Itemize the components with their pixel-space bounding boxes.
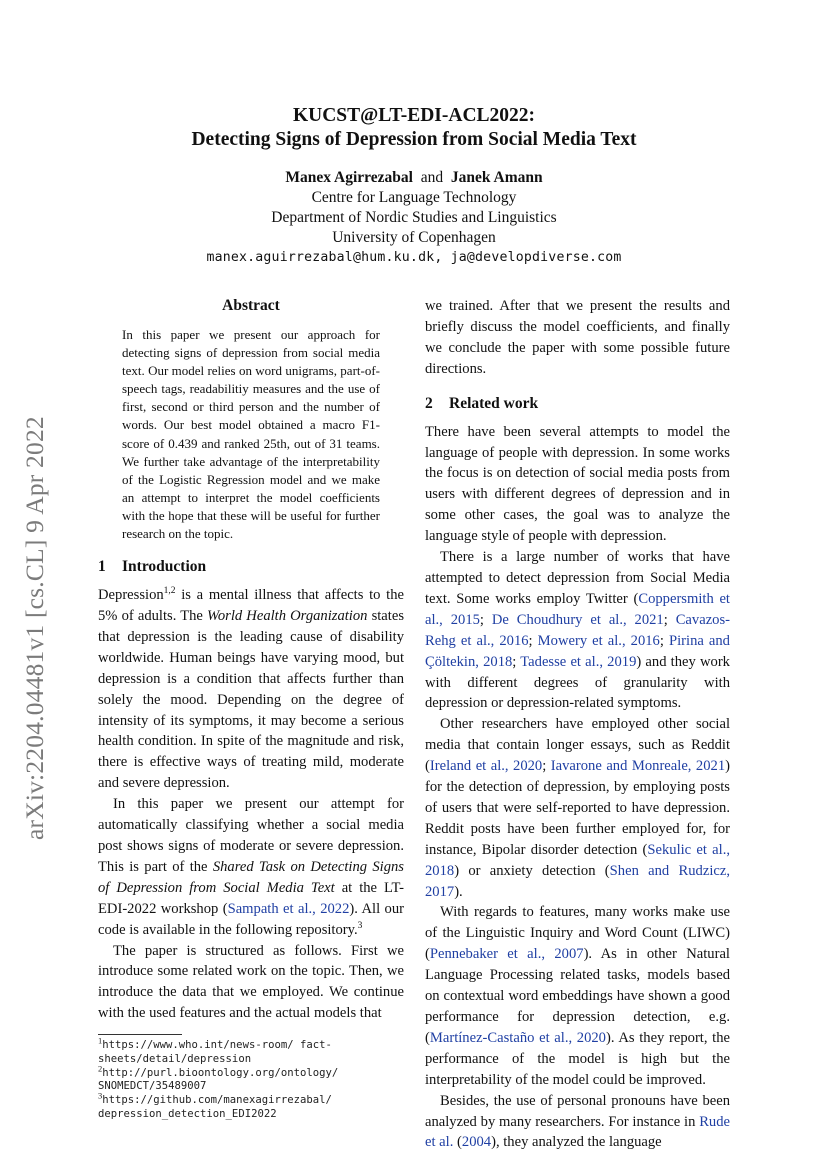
text-run: at the LT-EDI-2022 workshop ( bbox=[98, 879, 404, 917]
text-run: ) for the detection of depression, by employing posts of users that were self-reported to have depression. Reddit posts have been further employed for, for instance, Bipolar disorder detection ( bbox=[425, 758, 730, 858]
left-column bbox=[98, 296, 404, 1121]
author-names bbox=[0, 168, 828, 188]
citation-link[interactable]: Rude et al. bbox=[425, 1113, 730, 1151]
text-run: states that depression is the leading cause of disability worldwide. Human beings have varying mood, but depression is a condition that affects further than solely the mood. Depending on the degree of intensity of its symptoms, it may become a serious health condition. In spite of the magnitude and risk, there is effective ways of treating mild, moderate and severe depression. bbox=[98, 608, 404, 792]
title-line-1: KUCST@LT-EDI-ACL2022: bbox=[292, 105, 536, 126]
author-block bbox=[0, 168, 828, 268]
citation-link[interactable]: Shen and Rudzicz, 2017 bbox=[425, 862, 730, 900]
shared-task-name: Shared Task on Detecting Signs of Depression from Social Media Text bbox=[98, 858, 404, 896]
footnote-url[interactable]: https://www.who.int/news-room/ fact-sheets/detail/depression bbox=[98, 1039, 332, 1065]
arxiv-identifier: arXiv:2204.04481v1 [cs.CL] 9 Apr 2022 bbox=[20, 416, 49, 840]
footnote-number: 3 bbox=[98, 1090, 103, 1101]
text-run: Other researchers have employed other social media that contain longer essays, such as Reddit ( bbox=[425, 716, 730, 775]
related-paragraph-5 bbox=[425, 1091, 730, 1154]
citation-link[interactable]: Tadesse et al., 2019 bbox=[520, 653, 637, 670]
intro-paragraph-2 bbox=[98, 794, 404, 940]
citation-link[interactable]: Ireland et al., 2020 bbox=[429, 758, 543, 775]
section-heading-introduction bbox=[98, 557, 404, 577]
citation-link[interactable]: Pirina and Çöltekin, 2018 bbox=[425, 632, 730, 670]
text-run: ) and they work with different degrees of granularity with depression or depression-related symptoms. bbox=[425, 653, 730, 712]
author-2: Janek Amann bbox=[450, 169, 543, 186]
text-run: In this paper we present our attempt for automatically classifying whether a social media post shows signs of moderate or severe depression. This is part of the bbox=[98, 796, 404, 875]
text-run: There is a large number of works that have attempted to detect depression from Social Media text. Some works employ Twitter ( bbox=[425, 549, 730, 607]
footnote-ref: 1,2 bbox=[163, 586, 176, 597]
text-run: ). bbox=[454, 883, 463, 900]
section-number: 2 bbox=[425, 394, 433, 412]
footnote-url[interactable]: http://purl.bioontology.org/ontology/ SNOMEDCT/35489007 bbox=[98, 1066, 339, 1093]
citation-link[interactable]: Sekulic et al., 2018 bbox=[425, 841, 730, 879]
section-number: 1 bbox=[98, 558, 106, 576]
intro-paragraph-3: The paper is structured as follows. First we introduce some related work on the topic. Then, we introduce the data that we employed. We continue with the used features and the actual models that bbox=[98, 942, 404, 1022]
footnote-2 bbox=[98, 1063, 404, 1094]
section-title: Introduction bbox=[122, 558, 207, 576]
text-run: ). As in other Natural Language Processing related tasks, models based on contextual word embeddings have shown a good performance for depression detection, e.g. ( bbox=[425, 946, 730, 1046]
paper-title bbox=[0, 104, 828, 152]
citation-link[interactable]: Mowery et al., 2016 bbox=[537, 632, 660, 649]
author-emails: manex.aguirrezabal@hum.ku.dk, ja@developdiverse.com bbox=[206, 250, 622, 265]
abstract-text: In this paper we present our approach for detecting signs of depression from social media text. Our model relies on word unigrams, part-of-speech tags, readabilitiy measures and the use of first, second or third person and the number of words. Our best model obtained a macro F1-score of 0.439 and ranked 25th, out of 31 teams. We further take advantage of the interpretability of the Logistic Regression model and we make an attempt to interpret the model coefficients with the hope that these will be useful for further research on the topic. bbox=[122, 327, 380, 542]
section-title: Related work bbox=[449, 394, 539, 412]
footnote-number: 1 bbox=[98, 1035, 103, 1046]
footnote-1 bbox=[98, 1035, 404, 1066]
citation-link[interactable]: Cavazos-Rehg et al., 2016 bbox=[425, 611, 731, 649]
text-run: Besides, the use of personal pronouns have been analyzed by many researchers. For instance in bbox=[425, 1092, 730, 1130]
text-run: ). As they report, the performance of the model is high but the interpretability of the model could be improved. bbox=[425, 1029, 730, 1088]
text-run: Depression bbox=[98, 587, 164, 604]
affiliation-2: Department of Nordic Studies and Linguistics bbox=[271, 209, 557, 226]
author-and: and bbox=[420, 169, 444, 186]
text-run: ), they analyzed the language bbox=[491, 1134, 662, 1151]
citation-link[interactable]: De Choudhury et al., 2021 bbox=[491, 611, 664, 628]
intro-continuation: we trained. After that we present the results and briefly discuss the model coefficients, and finally we conclude the paper with some possible future directions. bbox=[425, 298, 730, 377]
title-line-2: Detecting Signs of Depression from Social Media Text bbox=[191, 129, 637, 150]
text-run: is a mental illness that affects to the 5% of adults. The bbox=[98, 587, 404, 625]
citation-link[interactable]: Sampath et al., 2022 bbox=[227, 900, 350, 917]
text-run: ) or anxiety detection ( bbox=[454, 862, 610, 879]
text-run: ). All our code is available in the following repository. bbox=[98, 900, 404, 938]
footnote-number: 2 bbox=[98, 1063, 103, 1074]
text-run: ( bbox=[453, 1134, 462, 1151]
citation-link[interactable]: Pennebaker et al., 2007 bbox=[429, 946, 584, 963]
text-run: With regards to features, many works make use of the Linguistic Inquiry and Word Count (LIWC) ( bbox=[425, 904, 730, 963]
footnote-url[interactable]: https://github.com/manexagirrezabal/ depression_detection_EDI2022 bbox=[98, 1093, 332, 1120]
citation-link[interactable]: Coppersmith et al., 2015 bbox=[425, 590, 730, 628]
author-1: Manex Agirrezabal bbox=[285, 169, 413, 186]
section-heading-related-work bbox=[425, 394, 730, 414]
related-paragraph-2: There is a large number of works that have attempted to detect depression from Social Media text. Some works employ Twitter (Coppersmith et al., 2015; De Choudhury et al., 2021; Cavazos-Rehg et al., 2016; Mowery et al., 2016; Pirina and Çöltekin, 2018; Tadesse et al., 2019) and they work with different degrees of granularity with depression or depression-related symptoms. bbox=[425, 549, 731, 712]
related-paragraph-4 bbox=[425, 902, 730, 1090]
citation-link[interactable]: Martínez-Castaño et al., 2020 bbox=[429, 1029, 606, 1046]
intro-paragraph-1 bbox=[98, 585, 404, 794]
affiliation-3: University of Copenhagen bbox=[332, 229, 496, 246]
organization-name: World Health Organization bbox=[207, 608, 368, 625]
footnote-divider bbox=[98, 1034, 182, 1035]
footnote-3 bbox=[98, 1090, 404, 1121]
citation-link[interactable]: Iavarone and Monreale, 2021 bbox=[550, 758, 726, 775]
footnote-ref: 3 bbox=[357, 920, 363, 931]
citation-link[interactable]: 2004 bbox=[461, 1134, 492, 1151]
abstract-heading: Abstract bbox=[222, 297, 280, 314]
related-paragraph-3: Other researchers have employed other social media that contain longer essays, such as Reddit (Ireland et al., 2020; Iavarone and Monreale, 2021) for the detection of depression, by employing posts of users that were self-reported to have depression. Reddit posts have been further employed for, for instance, Bipolar disorder detection (Sekulic et al., 2018) or anxiety detection (Shen and Rudzicz, 2017). bbox=[425, 716, 730, 900]
right-column bbox=[425, 296, 730, 1153]
related-paragraph-1: There have been several attempts to model the language of people with depression. In some works the focus is on detection of social media posts from users with different degrees of depression and in some other cases, the goal was to analyze the language style of people with depression. bbox=[425, 423, 730, 545]
affiliation-1: Centre for Language Technology bbox=[311, 189, 517, 206]
